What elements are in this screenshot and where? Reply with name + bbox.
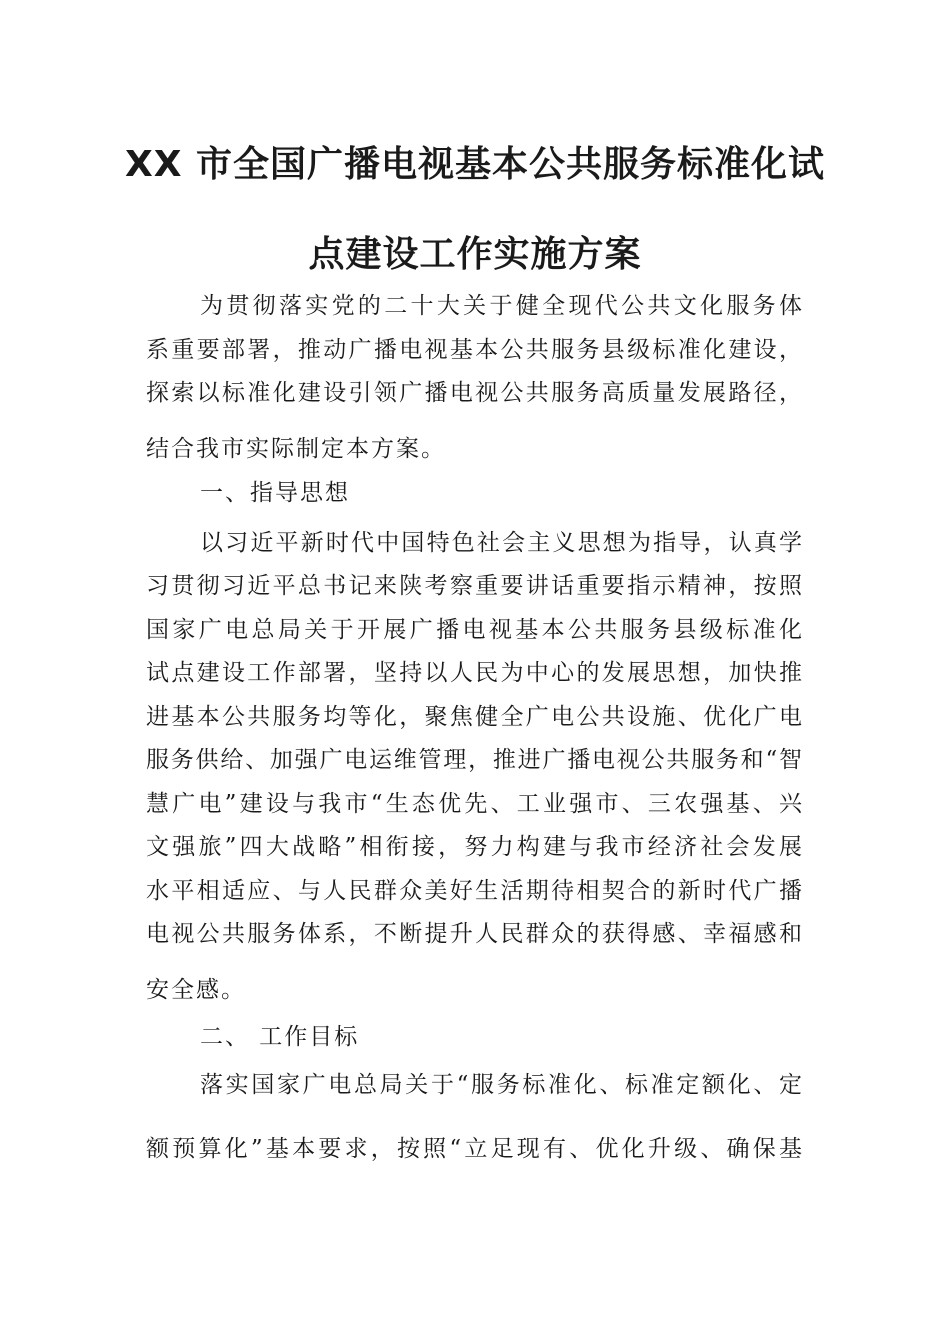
section1-line-8: 文强旅”四大战略”相衔接，努力构建与我市经济社会发展: [146, 834, 802, 860]
section1-line-5: 进基本公共服务均等化，聚焦健全广电公共设施、优化广电: [146, 704, 802, 730]
intro-line-1: 为贯彻落实党的二十大关于健全现代公共文化服务体: [200, 293, 802, 319]
section1-line-11: 安全感。: [146, 977, 246, 1003]
section1-heading: 一、指导思想: [200, 480, 350, 506]
section1-line-6: 服务供给、加强广电运维管理，推进广播电视公共服务和“智: [146, 747, 802, 773]
intro-line-4: 结合我市实际制定本方案。: [146, 436, 446, 462]
section2-heading: 二、 工作目标: [200, 1024, 360, 1050]
section1-line-4: 试点建设工作部署，坚持以人民为中心的发展思想，加快推: [146, 660, 802, 686]
intro-line-3: 探索以标准化建设引领广播电视公共服务高质量发展路径，: [146, 380, 802, 406]
section1-line-1: 以习近平新时代中国特色社会主义思想为指导，认真学: [200, 530, 802, 556]
section1-line-7: 慧广电”建设与我市“生态优先、工业强市、三农强基、兴: [146, 791, 802, 817]
document-title-line-1: XX 市全国广播电视基本公共服务标准化试: [124, 144, 826, 185]
section1-line-3: 国家广电总局关于开展广播电视基本公共服务县级标准化: [146, 617, 802, 643]
document-title-line-2: 点建设工作实施方案: [308, 234, 642, 275]
section1-line-9: 水平相适应、与人民群众美好生活期待相契合的新时代广播: [146, 878, 802, 904]
section2-line-1: 落实国家广电总局关于“服务标准化、标准定额化、定: [200, 1072, 802, 1098]
section1-line-2: 习贯彻习近平总书记来陕考察重要讲话重要指示精神，按照: [146, 573, 802, 599]
intro-line-2: 系重要部署，推动广播电视基本公共服务县级标准化建设，: [146, 337, 802, 363]
section1-line-10: 电视公共服务体系，不断提升人民群众的获得感、幸福感和: [146, 921, 802, 947]
section2-line-2: 额预算化”基本要求，按照“立足现有、优化升级、确保基: [146, 1136, 802, 1162]
